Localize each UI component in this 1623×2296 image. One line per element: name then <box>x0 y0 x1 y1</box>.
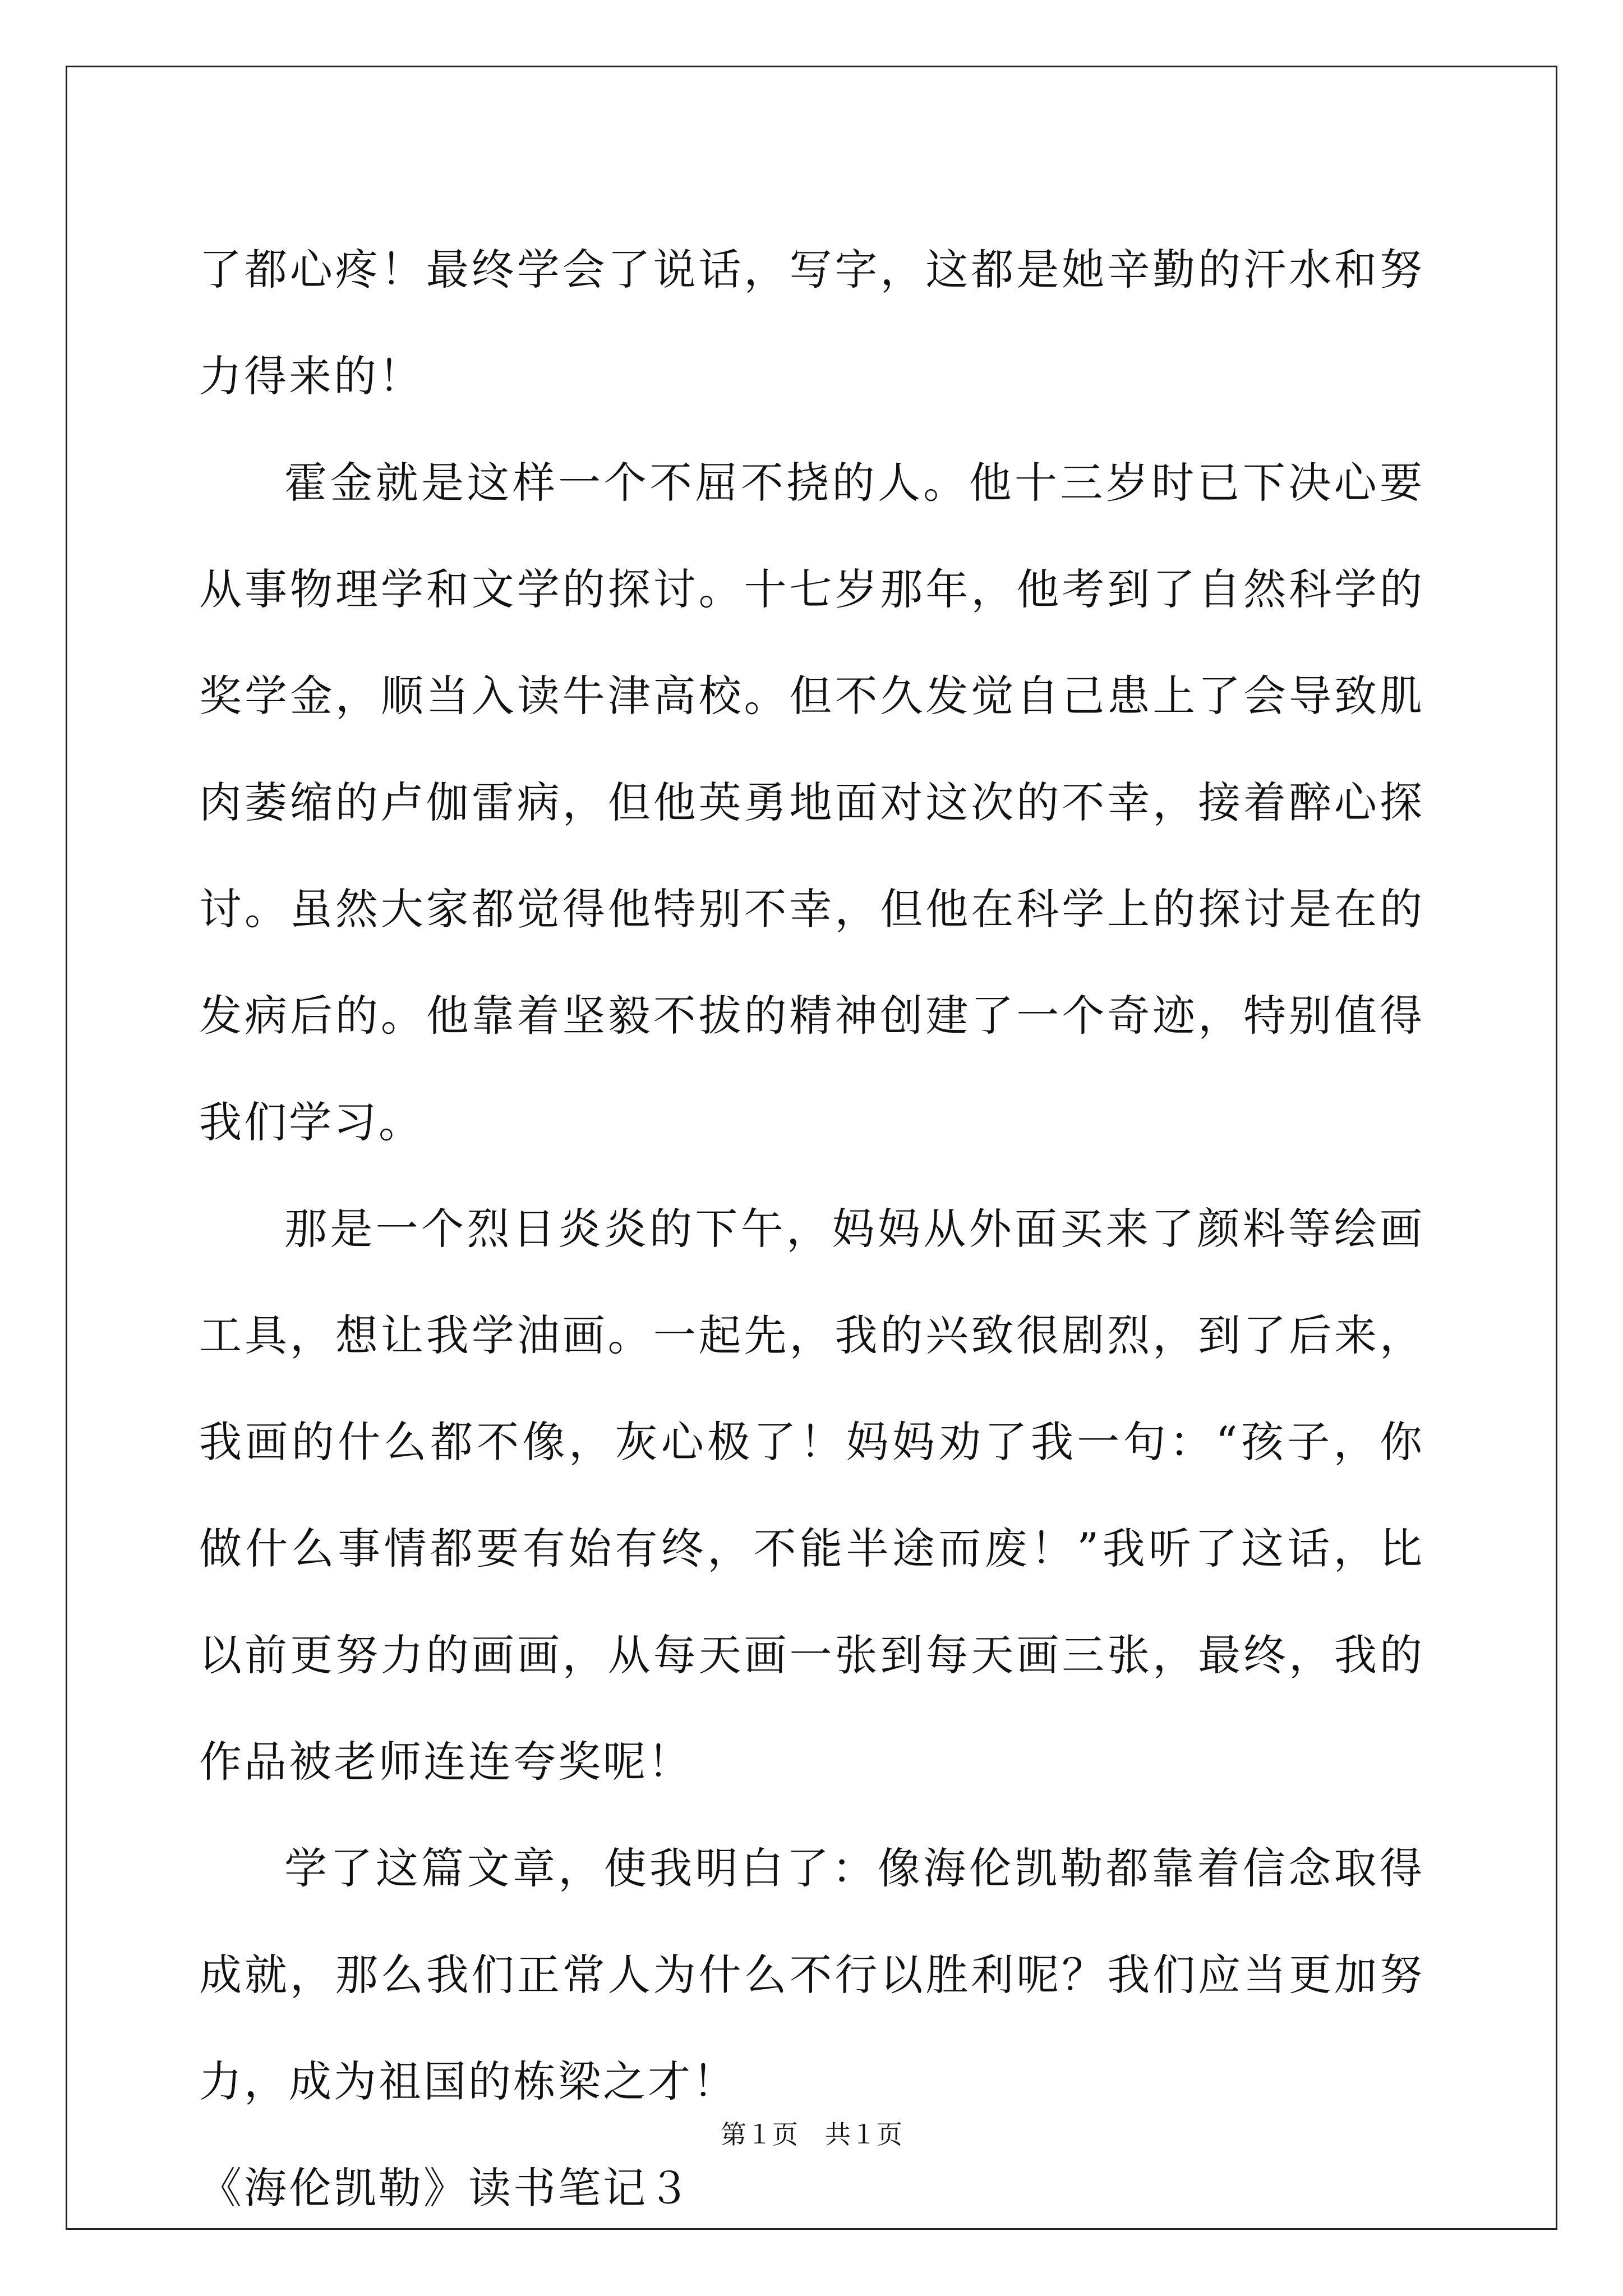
document-body <box>199 217 1424 2242</box>
paragraph-3: 那是一个烈日炎炎的下午，妈妈从外面买来了颜料等绘画工具，想让我学油画。一起先，我的兴致很剧烈，到了后来，我画的什么都不像，灰心极了！妈妈劝了我一句：“孩子，你做什么事情都要有始有终，不能半途而废！”我听了这话，比以前更努力的画画，从每天画一张到每天画三张，最终，我的作品被老师连连夸奖呢！ <box>199 1204 1424 1787</box>
page-number-total: 共１页 <box>825 2119 902 2150</box>
paragraph-2: 霍金就是这样一个不屈不挠的人。他十三岁时已下决心要从事物理学和文学的探讨。十七岁那年，他考到了自然科学的奖学金，顺当入读牛津高校。但不久发觉自己患上了会导致肌肉萎缩的卢伽雷病，但他英勇地面对这次的不幸，接着醉心探讨。虽然大家都觉得他特别不幸，但他在科学上的探讨是在的发病后的。他靠着坚毅不拔的精神创建了一个奇迹，特别值得我们学习。 <box>199 458 1424 1147</box>
page-number-current: 第１页 <box>721 2119 798 2150</box>
section-heading: 《海伦凯勒》读书笔记３ <box>199 2163 693 2213</box>
paragraph-1: 了都心疼！最终学会了说话，写字，这都是她辛勤的汗水和努力得来的！ <box>199 245 1424 401</box>
paragraph-4: 学了这篇文章，使我明白了：像海伦凯勒都靠着信念取得成就，那么我们正常人为什么不行以胜利呢？我们应当更加努力，成为祖国的栋梁之才！ <box>199 1843 1424 2106</box>
page-footer <box>0 2118 1623 2151</box>
